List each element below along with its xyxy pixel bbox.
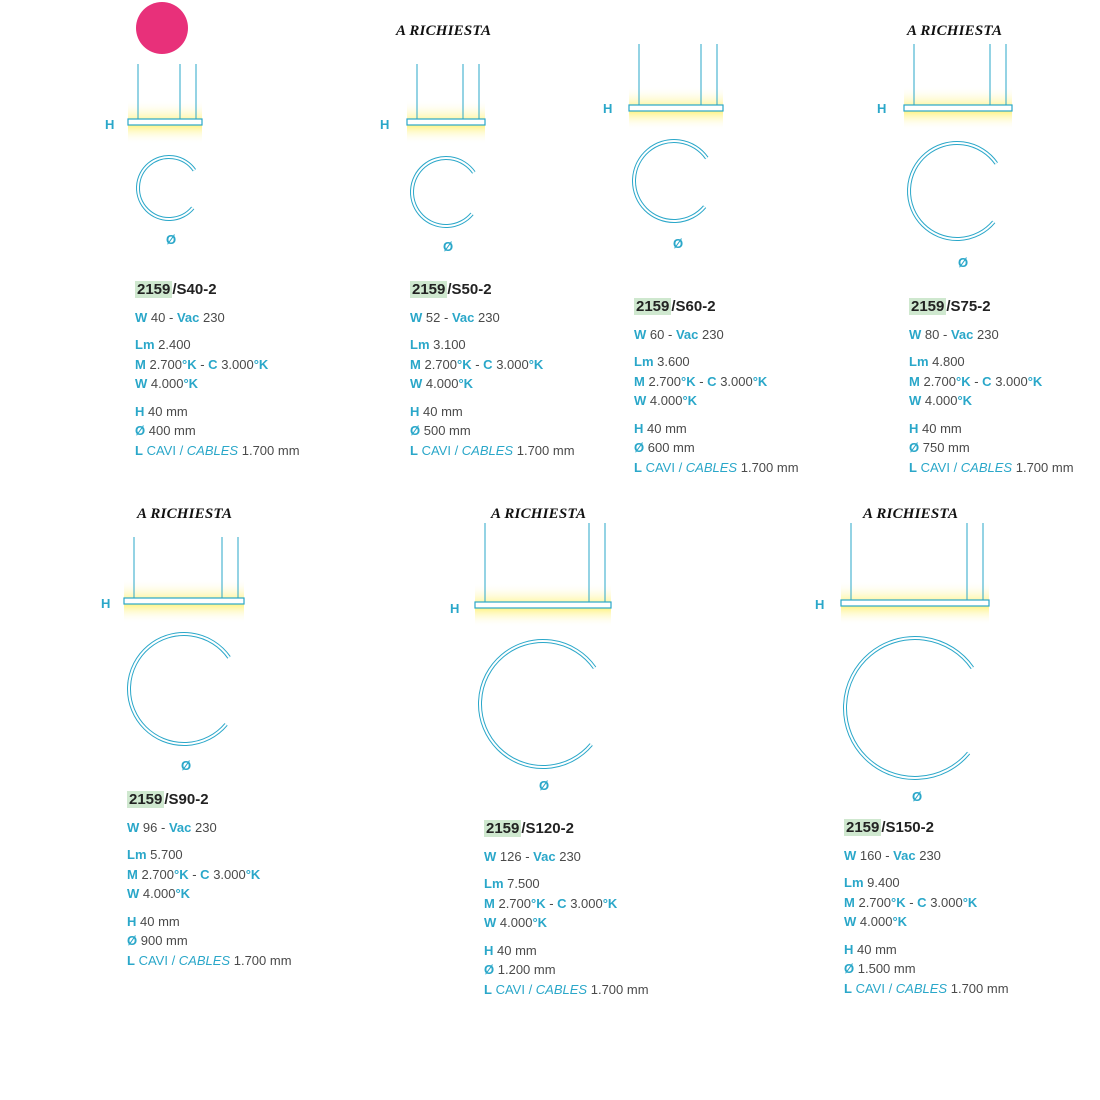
height-label: H <box>380 117 390 132</box>
code-prefix: 2159 <box>486 820 520 837</box>
code-prefix: 2159 <box>137 281 171 298</box>
lumen-row: Lm 5.700 <box>127 847 183 862</box>
temperature-row-2: W 4.000°K <box>634 393 698 408</box>
code-suffix: /S75-2 <box>946 298 991 315</box>
height-row: H 40 mm <box>410 403 463 419</box>
temperature-row-2: W 4.000°K <box>484 915 548 930</box>
product-specs <box>844 818 1009 998</box>
pendant-lamp-icon <box>122 537 246 750</box>
temperature-row: M 2.700°K - C 3.000°K <box>135 356 269 372</box>
lumen-row: Lm 2.400 <box>135 337 191 352</box>
color-dot-icon <box>136 2 188 54</box>
power-row: W 160 - Vac 230 <box>844 847 941 863</box>
code-prefix: 2159 <box>412 281 446 298</box>
code-suffix: /S90-2 <box>164 791 209 808</box>
height-label: H <box>450 601 460 616</box>
power-row: W 126 - Vac 230 <box>484 848 581 864</box>
ring-inner <box>480 641 595 767</box>
height-row: H 40 mm <box>135 403 188 419</box>
lamp-bar <box>124 598 244 604</box>
power-row: W 60 - Vac 230 <box>634 326 724 342</box>
height-label: H <box>603 101 613 116</box>
product-specs <box>135 280 300 460</box>
diameter-label: Ø <box>443 239 454 254</box>
lamp-bar <box>904 105 1012 111</box>
height-row: H 40 mm <box>634 420 687 436</box>
code-suffix: /S50-2 <box>447 281 492 298</box>
code-suffix: /S150-2 <box>881 819 934 836</box>
product-code <box>410 280 575 300</box>
on-request-badge: A RICHIESTA <box>907 23 1003 39</box>
lumen-row: Lm 3.600 <box>634 354 690 369</box>
ring-inner <box>138 157 194 219</box>
temperature-row-2: W 4.000°K <box>127 886 191 901</box>
ring-inner <box>634 141 707 221</box>
lamp-bar <box>629 105 723 111</box>
product-specs <box>484 819 649 999</box>
diameter-label: Ø <box>539 778 550 793</box>
height-label: H <box>877 101 887 116</box>
height-row: H 40 mm <box>909 420 962 436</box>
height-row: H 40 mm <box>127 913 180 929</box>
cable-row: L CAVI / CABLES 1.700 mm <box>127 952 292 968</box>
cable-row: L CAVI / CABLES 1.700 mm <box>909 459 1074 475</box>
product-specs <box>909 297 1074 477</box>
diameter-row: Ø 600 mm <box>634 440 695 455</box>
ring-inner <box>412 158 474 226</box>
cable-row: L CAVI / CABLES 1.700 mm <box>410 442 575 458</box>
diameter-row: Ø 1.200 mm <box>484 962 556 977</box>
product-code <box>909 297 1074 317</box>
diameter-row: Ø 900 mm <box>127 933 188 948</box>
ring-inner <box>845 638 972 778</box>
lumen-row: Lm 3.100 <box>410 337 466 352</box>
on-request-badge: A RICHIESTA <box>137 506 233 522</box>
code-prefix: 2159 <box>129 791 163 808</box>
code-prefix: 2159 <box>846 819 880 836</box>
on-request-badge: A RICHIESTA <box>491 506 587 522</box>
power-row: W 96 - Vac 230 <box>127 819 217 835</box>
diameter-row: Ø 1.500 mm <box>844 961 916 976</box>
diameter-label: Ø <box>958 255 969 270</box>
height-label: H <box>815 597 825 612</box>
lumen-row: Lm 7.500 <box>484 876 540 891</box>
power-row: W 80 - Vac 230 <box>909 326 999 342</box>
product-code <box>484 819 649 839</box>
temperature-row: M 2.700°K - C 3.000°K <box>410 356 544 372</box>
pendant-lamp-icon <box>902 44 1014 245</box>
temperature-row-2: W 4.000°K <box>844 914 908 929</box>
diameter-label: Ø <box>181 758 192 773</box>
height-label: H <box>105 117 115 132</box>
product-code <box>844 818 1009 838</box>
cable-row: L CAVI / CABLES 1.700 mm <box>634 459 799 475</box>
pendant-lamp-icon <box>405 64 487 232</box>
product-code <box>634 297 799 317</box>
temperature-row-2: W 4.000°K <box>909 393 973 408</box>
cable-row: L CAVI / CABLES 1.700 mm <box>135 442 300 458</box>
power-row: W 52 - Vac 230 <box>410 309 500 325</box>
height-row: H 40 mm <box>844 941 897 957</box>
diameter-label: Ø <box>166 232 177 247</box>
diameter-row: Ø 500 mm <box>410 423 471 438</box>
lamp-bar <box>841 600 989 606</box>
temperature-row-2: W 4.000°K <box>135 376 199 391</box>
lamp-bar <box>475 602 611 608</box>
product-specs <box>127 790 292 970</box>
diameter-label: Ø <box>673 236 684 251</box>
pendant-lamp-icon <box>839 523 991 784</box>
cable-row: L CAVI / CABLES 1.700 mm <box>484 981 649 997</box>
ring-inner <box>909 143 996 239</box>
code-prefix: 2159 <box>636 298 670 315</box>
code-suffix: /S120-2 <box>521 820 574 837</box>
cable-row: L CAVI / CABLES 1.700 mm <box>844 980 1009 996</box>
lumen-row: Lm 4.800 <box>909 354 965 369</box>
lamp-bar <box>407 119 485 125</box>
product-code <box>127 790 292 810</box>
temperature-row-2: W 4.000°K <box>410 376 474 391</box>
diameter-label: Ø <box>912 789 923 804</box>
temperature-row: M 2.700°K - C 3.000°K <box>484 895 618 911</box>
temperature-row: M 2.700°K - C 3.000°K <box>844 894 978 910</box>
temperature-row: M 2.700°K - C 3.000°K <box>909 373 1043 389</box>
diameter-row: Ø 750 mm <box>909 440 970 455</box>
product-specs <box>410 280 575 460</box>
pendant-lamp-icon <box>126 64 204 225</box>
ring-inner <box>129 634 229 744</box>
product-specs <box>634 297 799 477</box>
lumen-row: Lm 9.400 <box>844 875 900 890</box>
pendant-lamp-icon <box>627 44 725 227</box>
code-suffix: /S60-2 <box>671 298 716 315</box>
on-request-badge: A RICHIESTA <box>396 23 492 39</box>
height-label: H <box>101 596 111 611</box>
product-code <box>135 280 300 300</box>
temperature-row: M 2.700°K - C 3.000°K <box>634 373 768 389</box>
temperature-row: M 2.700°K - C 3.000°K <box>127 866 261 882</box>
pendant-lamp-icon <box>473 523 613 773</box>
power-row: W 40 - Vac 230 <box>135 309 225 325</box>
code-prefix: 2159 <box>911 298 945 315</box>
diameter-row: Ø 400 mm <box>135 423 196 438</box>
on-request-badge: A RICHIESTA <box>863 506 959 522</box>
lamp-bar <box>128 119 202 125</box>
code-suffix: /S40-2 <box>172 281 217 298</box>
height-row: H 40 mm <box>484 942 537 958</box>
